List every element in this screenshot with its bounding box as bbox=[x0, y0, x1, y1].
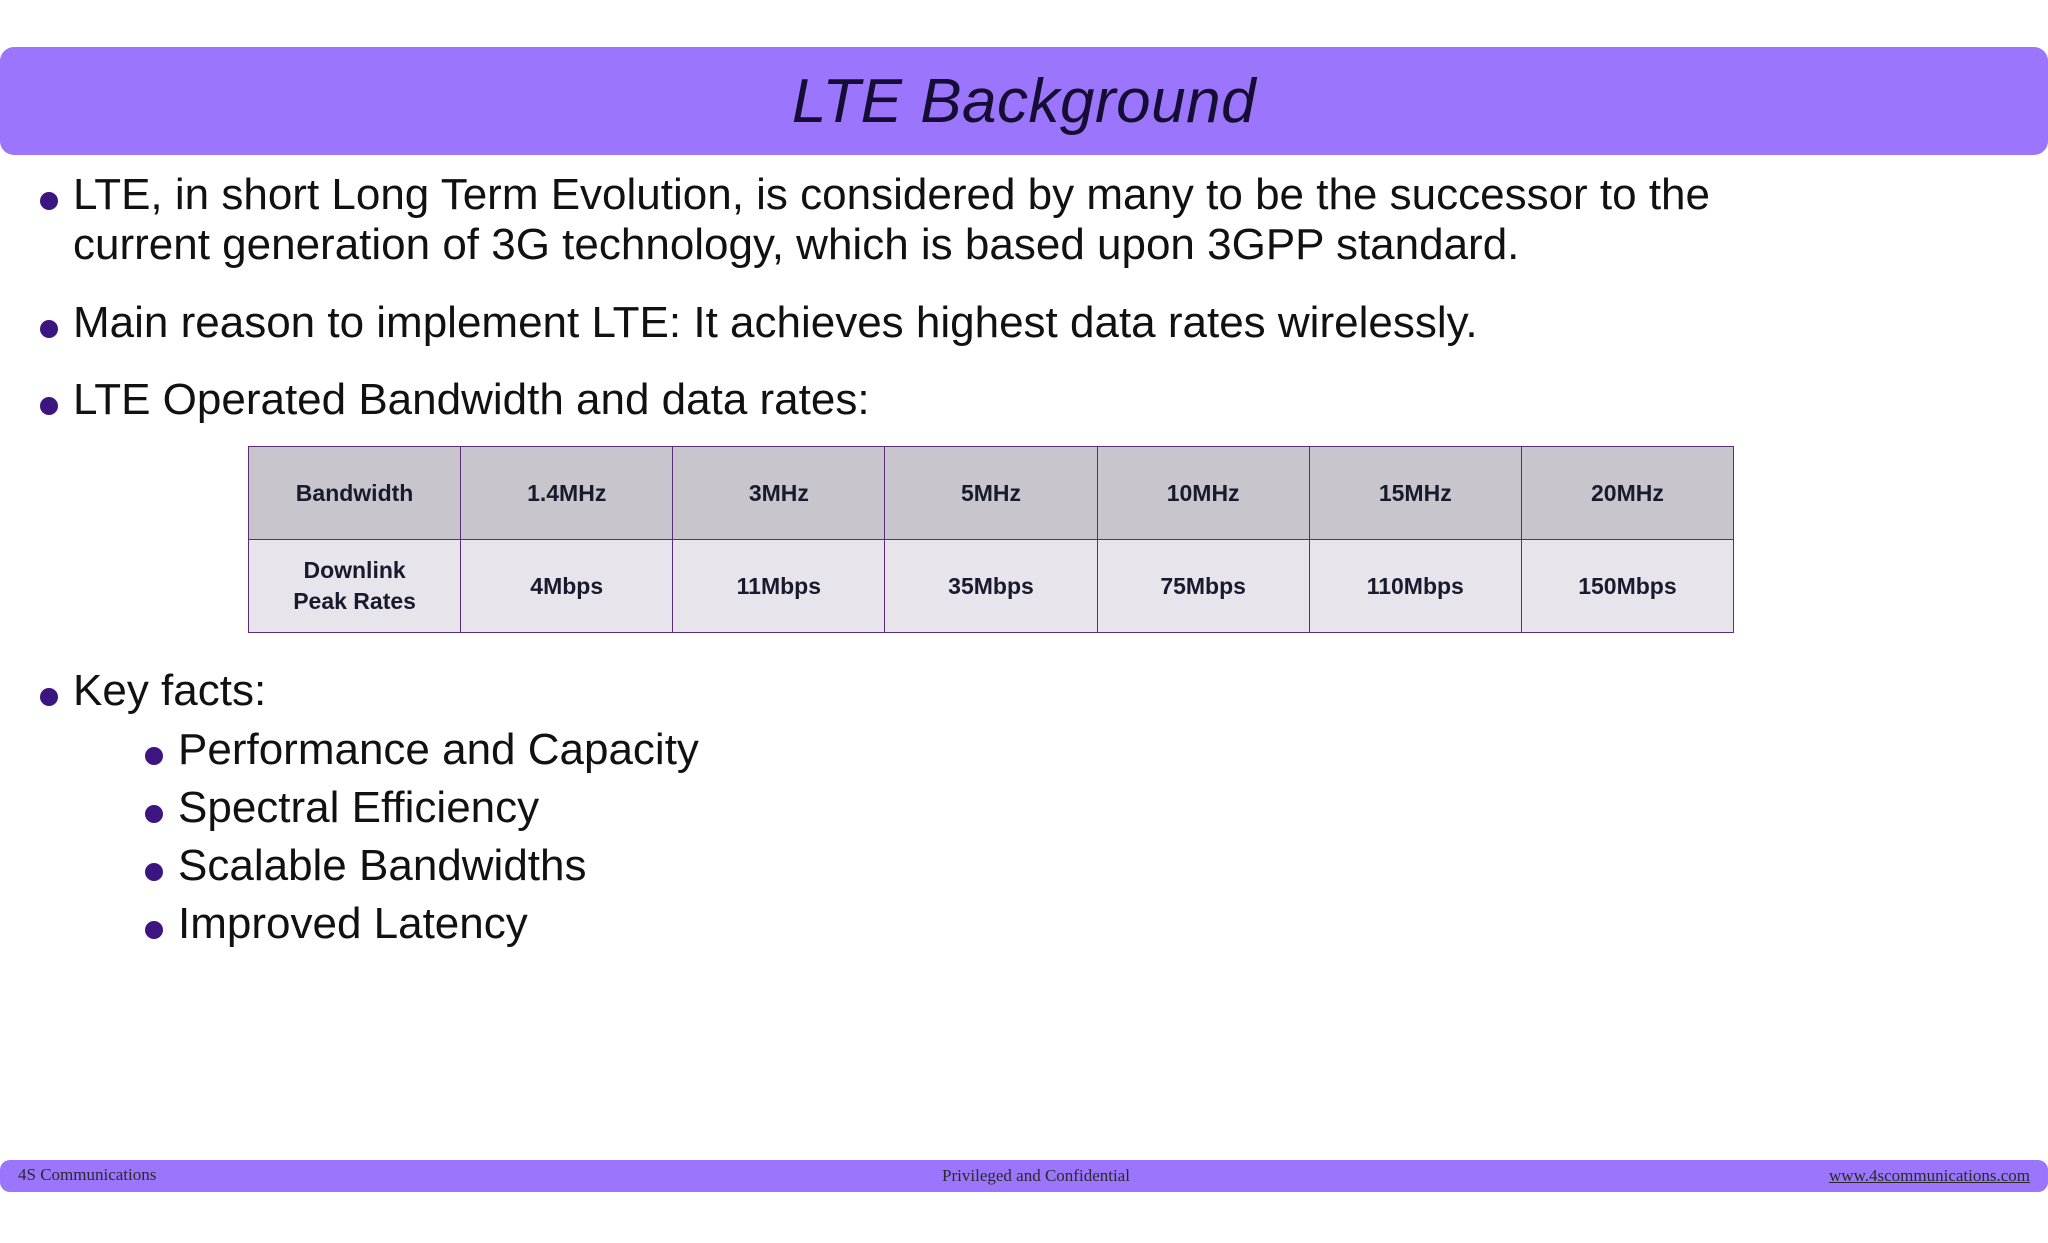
table-cell: 35Mbps bbox=[885, 540, 1097, 633]
title-bar bbox=[0, 47, 2048, 155]
key-fact-text: Spectral Efficiency bbox=[178, 783, 540, 832]
bandwidth-rates-table bbox=[248, 446, 1734, 633]
footer-bar bbox=[0, 1160, 2048, 1192]
footer-website-link[interactable]: www.4scommunications.com bbox=[1829, 1166, 2030, 1185]
table-cell: Bandwidth bbox=[249, 447, 461, 540]
bullet-lte-definition bbox=[40, 170, 1833, 270]
key-fact-text: Improved Latency bbox=[178, 899, 528, 948]
slide-title: LTE Background bbox=[791, 66, 1257, 136]
table-cell: 15MHz bbox=[1309, 447, 1521, 540]
table-cell: 10MHz bbox=[1097, 447, 1309, 540]
bullet-text: LTE, in short Long Term Evolution, is considered by many to be the successor to the current generation of 3G technology, which is based upon 3GPP standard. bbox=[73, 170, 1711, 269]
key-fact-item bbox=[145, 783, 539, 833]
bullet-dot-icon bbox=[145, 747, 163, 765]
bullet-dot-icon bbox=[145, 863, 163, 881]
key-fact-item bbox=[145, 841, 586, 891]
table-cell: Downlink Peak Rates bbox=[249, 540, 461, 633]
table-cell: 150Mbps bbox=[1521, 540, 1733, 633]
table-cell: 20MHz bbox=[1521, 447, 1733, 540]
bullet-dot-icon bbox=[40, 688, 58, 706]
bullet-dot-icon bbox=[145, 921, 163, 939]
bullet-text: Main reason to implement LTE: It achieves highest data rates wirelessly. bbox=[73, 298, 1478, 347]
bullet-text: LTE Operated Bandwidth and data rates: bbox=[73, 375, 870, 424]
bullet-dot-icon bbox=[40, 192, 58, 210]
key-fact-text: Scalable Bandwidths bbox=[178, 841, 587, 890]
table-cell: 4Mbps bbox=[461, 540, 673, 633]
bullet-main-reason bbox=[40, 298, 1478, 348]
table-cell: 5MHz bbox=[885, 447, 1097, 540]
key-fact-text: Performance and Capacity bbox=[178, 725, 699, 774]
table-cell: 3MHz bbox=[673, 447, 885, 540]
bullet-dot-icon bbox=[40, 320, 58, 338]
table-header-row bbox=[249, 447, 1734, 540]
table-cell: 75Mbps bbox=[1097, 540, 1309, 633]
bullet-dot-icon bbox=[145, 805, 163, 823]
bullet-bandwidth-intro bbox=[40, 375, 870, 425]
bullet-key-facts bbox=[40, 666, 266, 716]
bullet-dot-icon bbox=[40, 397, 58, 415]
footer-notice: Privileged and Confidential bbox=[942, 1166, 1130, 1185]
key-fact-item bbox=[145, 899, 528, 949]
bullet-text: Key facts: bbox=[73, 666, 267, 715]
footer-company: 4S Communications bbox=[18, 1165, 157, 1184]
table-cell: 110Mbps bbox=[1309, 540, 1521, 633]
table-cell: 11Mbps bbox=[673, 540, 885, 633]
table-row bbox=[249, 540, 1734, 633]
table-cell: 1.4MHz bbox=[461, 447, 673, 540]
key-fact-item bbox=[145, 725, 699, 775]
